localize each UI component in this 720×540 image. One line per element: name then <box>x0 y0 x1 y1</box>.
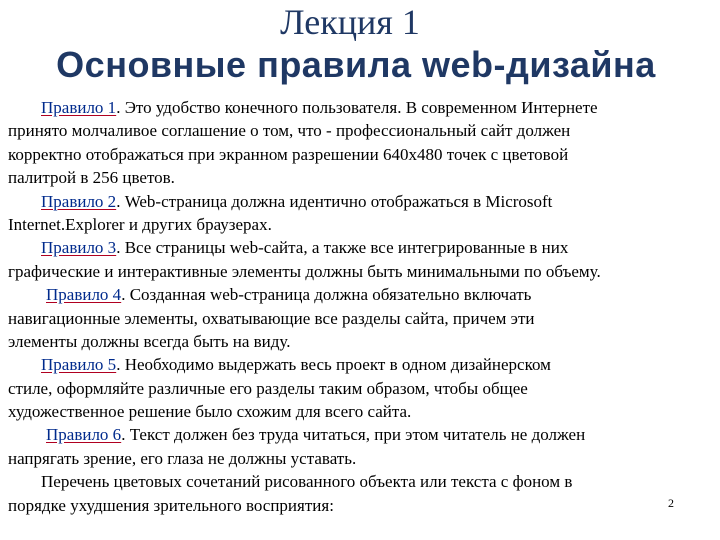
body-line: художественное решение было схожим для всего сайта. <box>8 402 412 422</box>
body-line: палитрой в 256 цветов. <box>8 168 175 188</box>
slide-body <box>8 96 720 517</box>
rule-6-label: Правило 6 <box>46 425 122 445</box>
slide-title: Основные правила web-дизайна <box>56 44 656 85</box>
body-line: навигационные элементы, охватывающие все разделы сайта, причем эти <box>8 308 535 328</box>
rule-2-line <box>8 190 720 213</box>
rule-1-line <box>8 96 720 119</box>
rule-4-text: . Созданная web-страница должна обязательно включать <box>121 285 532 305</box>
body-line: Internet.Explorer и других браузерах. <box>8 214 272 234</box>
body-line: порядке ухудшения зрительного восприятия: <box>8 495 334 515</box>
lecture-title: Лекция 1 <box>280 2 420 42</box>
body-line: принято молчаливое соглашение о том, что - профессиональный сайт должен <box>8 121 571 141</box>
rule-4-label: Правило 4 <box>46 285 122 305</box>
rule-4-line <box>8 283 720 306</box>
rule-2-label: Правило 2 <box>41 191 117 211</box>
rule-5-line <box>8 353 720 376</box>
body-line: стиле, оформляйте различные его разделы таким образом, чтобы общее <box>8 378 528 398</box>
color-list-intro: Перечень цветовых сочетаний рисованного объекта или текста с фоном в <box>41 472 573 492</box>
body-line: напрягать зрение, его глаза не должны уставать. <box>8 448 357 468</box>
rule-5-label: Правило 5 <box>41 355 117 375</box>
rule-1-text: . Это удобство конечного пользователя. В современном Интернете <box>116 98 598 117</box>
rule-5-text: . Необходимо выдержать весь проект в одном дизайнерском <box>116 355 551 375</box>
body-line: корректно отображаться при экранном разрешении 640х480 точек с цветовой <box>8 144 569 164</box>
rule-2-text: . Web-страница должна идентично отображаться в Microsoft <box>116 191 553 211</box>
body-line: графические и интерактивные элементы должны быть минимальными по объему. <box>8 261 601 281</box>
rule-6-line <box>8 423 720 446</box>
body-line: элементы должны всегда быть на виду. <box>8 331 291 351</box>
rule-3-line <box>8 236 720 259</box>
rule-6-text: . Текст должен без труда читаться, при этом читатель не должен <box>121 425 586 445</box>
page-number: 2 <box>668 496 674 510</box>
rule-1-label: Правило 1 <box>41 98 117 117</box>
rule-3-text: . Все страницы web-сайта, а также все интегрированные в них <box>116 238 569 258</box>
rule-3-label: Правило 3 <box>41 238 117 258</box>
